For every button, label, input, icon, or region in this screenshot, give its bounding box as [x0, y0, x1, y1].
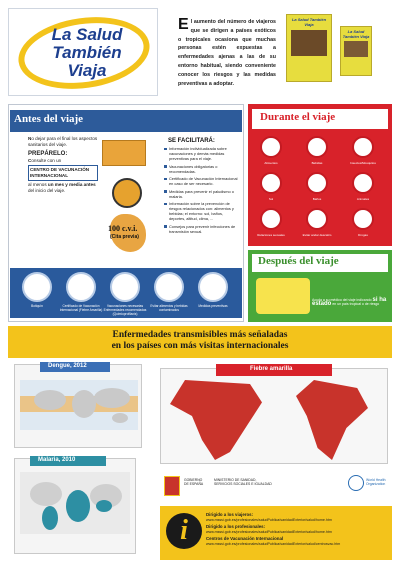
centers-count: 100 c.v.i.: [108, 224, 138, 233]
enfermedades-title: [10, 330, 390, 352]
dengue-map-graphic: [20, 380, 138, 430]
durante-label: Insectos/Mosquitos: [350, 161, 376, 165]
profesionales-link[interactable]: www.msssi.gob.es/profesionales/saludPublica/sanidadExterior/salud/home.htm: [206, 530, 332, 535]
profesionales-label: Dirigido a los profesionales:: [206, 523, 266, 529]
brochure-cover-2: [340, 26, 372, 76]
facilitara-item: Certificado de Vacunación Internacional en caso de ser necesario.: [164, 176, 238, 186]
brochure-1-photo: [291, 30, 327, 56]
facilitara-heading: SE FACILITARÁ:: [168, 138, 215, 144]
antes-title: Antes del viaje: [14, 113, 84, 125]
facilitara-item: Información sobre la prevención de riesgos relacionados con: alimentos y bebidas; el entorno: sol, baños, deportes, altitud, clima, ...: [164, 201, 238, 221]
vaccine-icon: [110, 272, 140, 302]
certificate-icon: [66, 272, 96, 302]
despues-text-pre: Acuda a su médico del viaje indicando: [312, 298, 372, 302]
info-links: [206, 512, 390, 547]
antes-p3-end: del inicio del viaje.: [28, 188, 66, 194]
logo-line-1: La Salud: [51, 25, 123, 44]
sun-warning-icon: [260, 172, 282, 194]
food-water-icon: [154, 272, 184, 302]
antes-drop-1: N: [28, 136, 32, 141]
despues-text: [312, 298, 388, 307]
centro-vacunacion-box: CENTRO DE VACUNACIÓN INTERNACIONAL: [28, 165, 98, 181]
food-warning-icon: [260, 136, 282, 158]
gobierno-label: GOBIERNO DE ESPAÑA: [184, 478, 204, 487]
dengue-world-map: [20, 380, 138, 430]
doctor-visit-illustration: [256, 278, 310, 314]
facilitara-item: Consejos para prevenir infecciones de transmisión sexual.: [164, 224, 238, 234]
who-label: World Health Organization: [366, 478, 386, 487]
antes-intro-column: [28, 136, 98, 195]
drink-warning-icon: [306, 136, 328, 158]
drugs-warning-icon: [352, 208, 374, 230]
malaria-world-map: [20, 472, 130, 534]
brochure-2-photo: [344, 41, 368, 57]
facilitara-item: Información individualizada sobre vacunaciones y demás medidas preventivas para el viaje.: [164, 146, 238, 161]
malaria-map-graphic: [20, 472, 130, 534]
durante-label: Evitar andar descalzo: [302, 233, 332, 237]
preparelo-heading: PREPÁRELO:: [28, 151, 68, 158]
calendar-clock-illustration: [102, 140, 146, 166]
antes-p2: onsulte con un: [31, 157, 62, 163]
insect-warning-icon: [352, 136, 374, 158]
strip-label: Evitar alimentos y bebidas contaminados: [150, 304, 188, 312]
antes-p1: o dejar para el final los aspectos sanitarios del viaje.: [28, 136, 98, 148]
despues-text-big: si ha estado: [312, 297, 387, 308]
mosquito-icon: [198, 272, 228, 302]
antes-p3: al menos: [28, 182, 47, 188]
centros-label: Centros de Vacunación Internacional: [206, 535, 284, 541]
spain-coat-of-arms-icon: [164, 476, 180, 496]
strip-label: Medidas preventivas: [198, 304, 228, 308]
enfermedades-line-1: Enfermedades transmisibles más señaladas: [112, 330, 288, 340]
durante-label: Animales: [356, 197, 370, 201]
fiebre-title: Fiebre amarilla: [250, 366, 293, 372]
durante-label: Alimentos: [264, 161, 278, 165]
vaccination-seal-icon: [112, 178, 142, 208]
viajeros-link[interactable]: www.msssi.gob.es/profesionales/saludPublica/sanidadExterior/salud/home.htm: [206, 518, 332, 523]
enfermedades-line-2: en los países con más visitas internacionales: [111, 341, 289, 351]
durante-label: Drogas: [358, 233, 368, 237]
durante-title: Durante el viaje: [260, 111, 336, 123]
antes-p3-bold: un mes y media antes: [47, 182, 96, 188]
first-aid-kit-icon: [22, 272, 52, 302]
brochure-1-title: La Salud También Viaja: [291, 17, 327, 27]
durante-label: Sol: [268, 197, 274, 201]
strip-label: Vacunaciones necesarias Enfermedades recomendadas (Quimioprofilaxis): [103, 304, 147, 316]
cita-previa: (Cita previa): [110, 234, 139, 240]
campaign-logo: [22, 26, 152, 80]
despues-text-post: en un país tropical o de riesgo: [332, 302, 380, 307]
logo-line-2: También: [52, 43, 122, 62]
despues-title: Después del viaje: [258, 255, 339, 267]
intro-drop-cap: E: [178, 16, 189, 33]
facilitara-item: Vacunaciones obligatorias o recomendadas.: [164, 164, 238, 174]
ministerio-label: MINISTERIO DE SANIDAD, SERVICIOS SOCIALES E IGUALDAD: [214, 478, 272, 487]
swim-warning-icon: [306, 172, 328, 194]
facilitara-item: Medidas para prevenir el paludismo o malaria.: [164, 189, 238, 199]
intro-text: l aumento del número de viajeros que se dirigen a países exóticos o tropicales ocasiona que muchas personas estén expuestas a enfermedades ajenas a las de su entorno habitual, siendo conveniente conocer los riesgos y las medidas preventivas a adoptar.: [178, 19, 276, 87]
durante-label: Bebidas: [311, 161, 323, 165]
facilitara-list: [164, 146, 238, 236]
sex-warning-icon: [260, 208, 282, 230]
malaria-title: Malaria, 2010: [38, 457, 76, 463]
logo-line-3: Viaja: [67, 61, 107, 80]
animal-warning-icon: [352, 172, 374, 194]
durante-label: Relaciones sexuales: [257, 233, 285, 237]
barefoot-warning-icon: [306, 208, 328, 230]
dengue-title: Dengue, 2012: [48, 363, 87, 369]
antes-drop-2: C: [28, 157, 32, 163]
viajeros-label: Dirigido a los viajeros:: [206, 512, 254, 517]
durante-label: Baños: [312, 197, 322, 201]
brochure-2-title: La Salud También Viaja: [342, 29, 370, 39]
strip-label: Certificado de Vacunación Internacional (Fiebre Amarilla): [59, 304, 103, 312]
centros-link[interactable]: www.msssi.gob.es/profesionales/saludPublica/sanidadExterior/salud/centrosvac.htm: [206, 542, 341, 547]
info-icon-glyph: i: [180, 515, 188, 546]
brochure-cover-1: [286, 14, 332, 82]
intro-paragraph: [178, 18, 276, 88]
strip-label: Botiquín: [31, 304, 43, 308]
who-emblem-icon: [348, 475, 364, 491]
